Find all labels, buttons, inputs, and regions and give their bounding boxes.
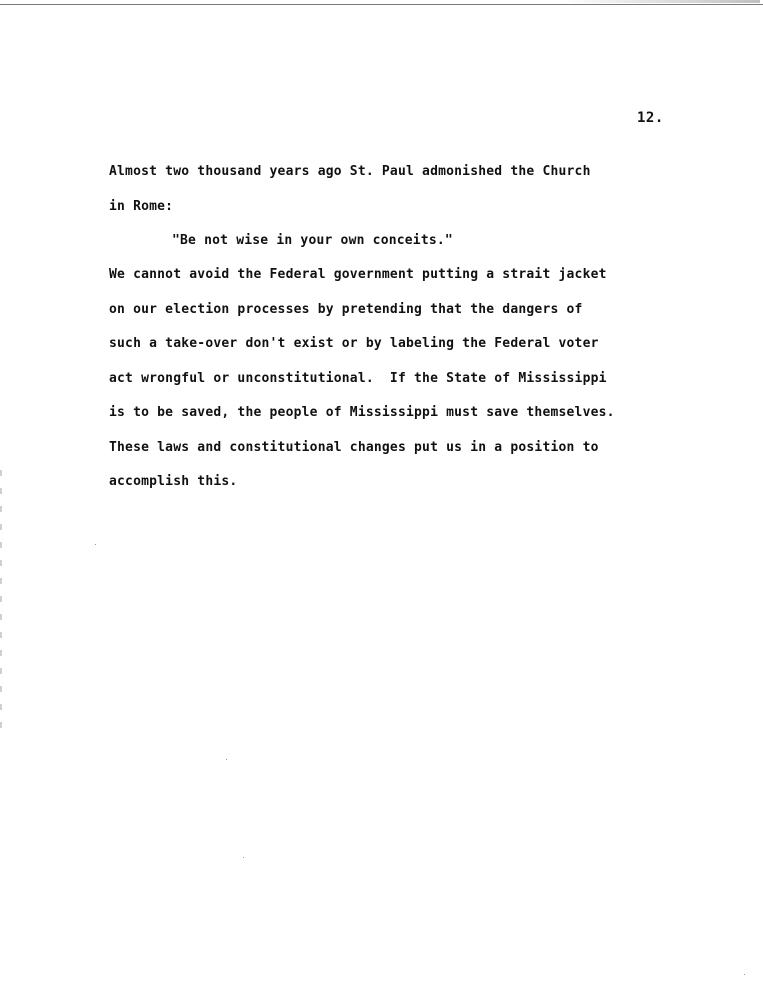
scan-speck [744,974,745,975]
text-line: such a take-over don't exist or by labeling the Federal voter [109,336,599,351]
page-number: 12. [637,110,664,126]
text-line: These laws and constitutional changes put us in a position to [109,440,599,455]
scan-left-edge-marks [0,470,2,730]
text-line: in Rome: [109,199,174,214]
text-line: is to be saved, the people of Mississippi must save themselves. [109,405,615,420]
text-line: We cannot avoid the Federal government putting a strait jacket [109,267,607,282]
scan-edge-line [0,4,763,5]
quotation-line: "Be not wise in your own conceits." [172,233,453,248]
scan-speck [95,544,96,545]
text-line: on our election processes by pretending that the dangers of [109,302,583,317]
scan-speck [243,857,244,858]
text-line: act wrongful or unconstitutional. If the State of Mississippi [109,371,607,386]
scan-speck [226,759,227,760]
text-line: Almost two thousand years ago St. Paul admonished the Church [109,164,591,179]
scan-edge-shadow [560,0,760,3]
text-line: accomplish this. [109,474,238,489]
